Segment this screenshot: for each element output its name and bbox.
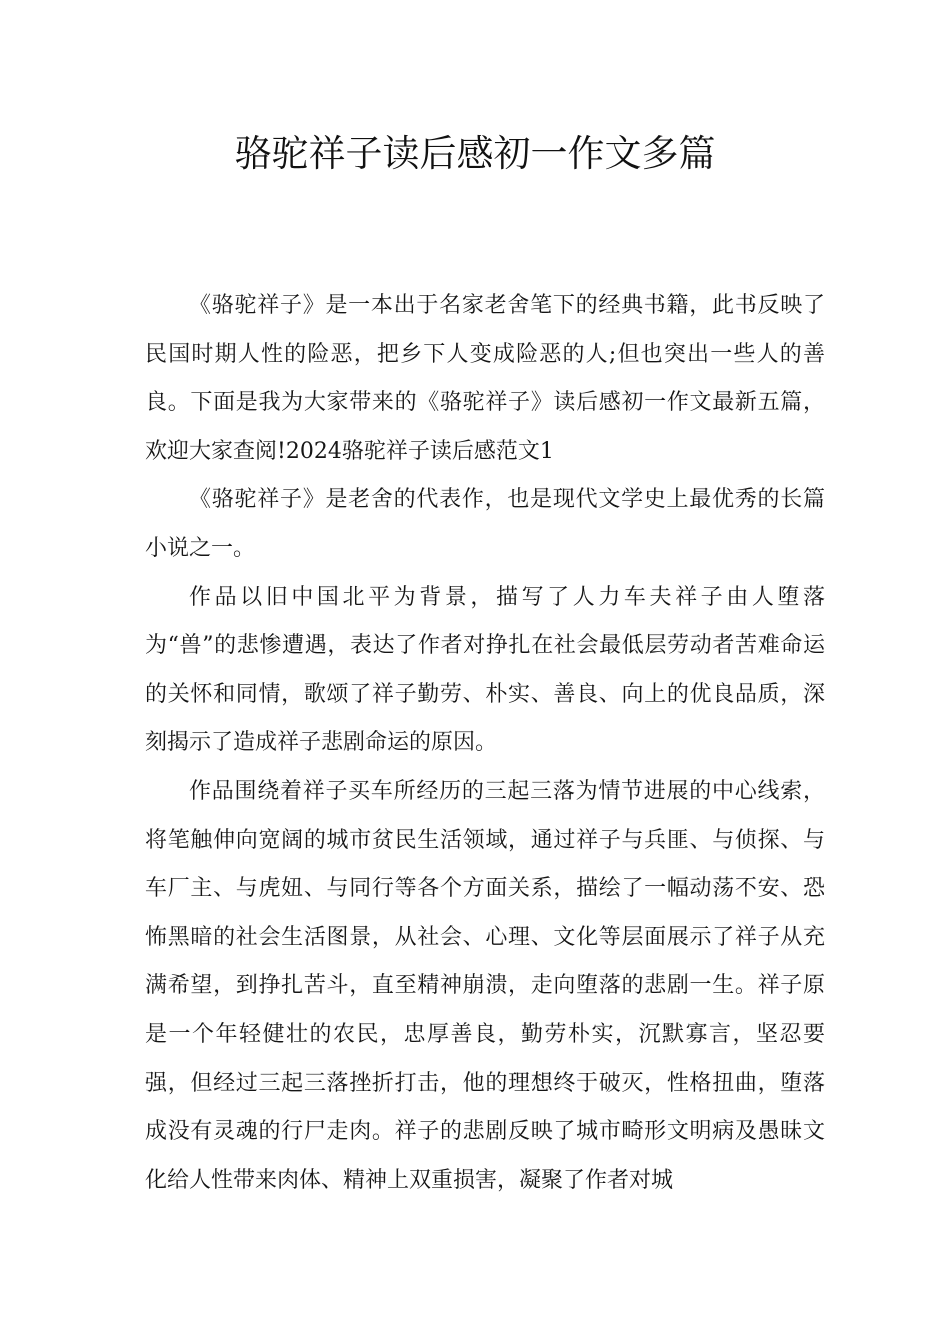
paragraph-representative-work: 《骆驼祥子》是老舍的代表作，也是现代文学史上最优秀的长篇小说之一。 xyxy=(145,487,825,561)
paragraph-intro: 《骆驼祥子》是一本出于名家老舍笔下的经典书籍，此书反映了民国时期人性的险恶，把乡下人变成险恶的人;但也突出一些人的善良。下面是我为大家带来的《骆驼祥子》读后感初一作文最新五篇，欢迎大家查阅!2024骆驼祥子读后感范文1 xyxy=(145,293,825,464)
paragraph-plot-analysis: 作品围绕着祥子买车所经历的三起三落为情节进展的中心线索，将笔触伸向宽阔的城市贫民生活领域，通过祥子与兵匪、与侦探、与车厂主、与虎妞、与同行等各个方面关系，描绘了一幅动荡不安、恐怖黑暗的社会生活图景，从社会、心理、文化等层面展示了祥子从充满希望，到挣扎苦斗，直至精神崩溃，走向堕落的悲剧一生。祥子原是一个年轻健壮的农民，忠厚善良，勤劳朴实，沉默寡言，坚忍要强，但经过三起三落挫折打击，他的理想终于破灭，性格扭曲，堕落成没有灵魂的行尸走肉。祥子的悲剧反映了城市畸形文明病及愚昧文化给人性带来肉体、精神上双重损害，凝聚了作者对城 xyxy=(145,778,825,1193)
document-body xyxy=(145,282,825,1205)
paragraph-background: 作品以旧中国北平为背景，描写了人力车夫祥子由人堕落为“兽”的悲惨遭遇，表达了作者对挣扎在社会最低层劳动者苦难命运的关怀和同情，歌颂了祥子勤劳、朴实、善良、向上的优良品质，深刻揭示了造成祥子悲剧命运的原因。 xyxy=(145,584,825,756)
document-title: 骆驼祥子读后感初一作文多篇 xyxy=(234,132,716,175)
